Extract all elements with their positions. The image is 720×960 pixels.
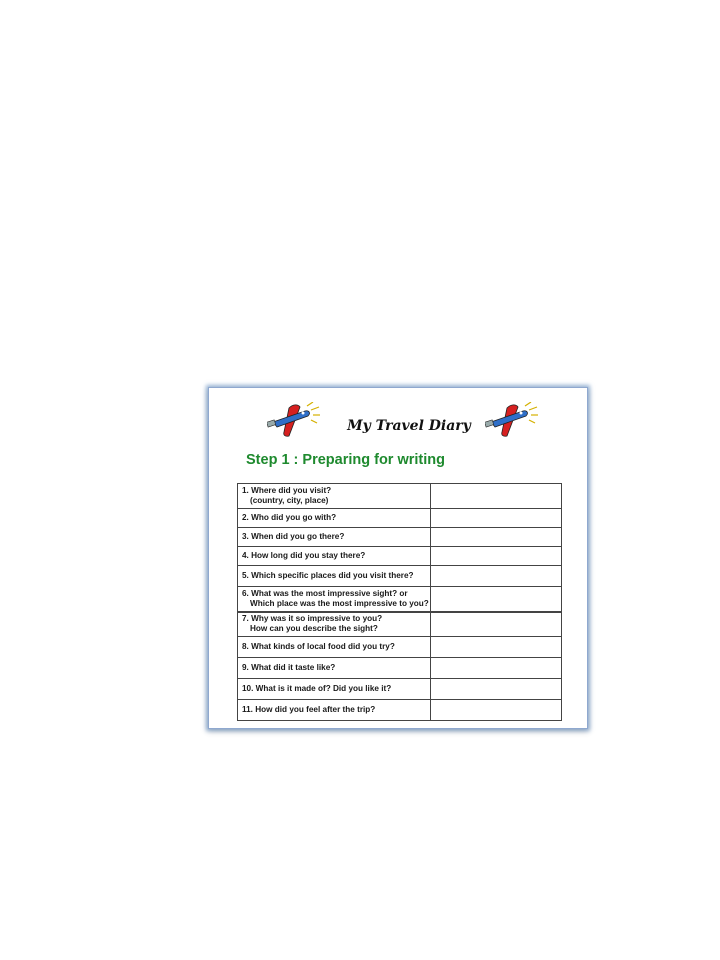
- table-row: [238, 547, 562, 566]
- diary-header: [209, 402, 587, 442]
- question-cell: 8. What kinds of local food did you try?: [238, 637, 431, 658]
- answer-cell[interactable]: [431, 658, 562, 679]
- question-cell: [238, 587, 431, 612]
- question-cell: 5. Which specific places did you visit there?: [238, 566, 431, 587]
- answer-cell[interactable]: [431, 528, 562, 547]
- travel-diary-sheet: [208, 387, 588, 729]
- question-cell: 2. Who did you go with?: [238, 509, 431, 528]
- airplane-icon: [485, 402, 545, 438]
- question-subtext: How can you describe the sight?: [250, 624, 378, 634]
- question-text: 7. Why was it so impressive to you?: [242, 614, 383, 624]
- answer-cell[interactable]: [431, 700, 562, 721]
- answer-cell[interactable]: [431, 679, 562, 700]
- questions-table: [237, 483, 562, 721]
- table-row: [238, 700, 562, 721]
- answer-cell[interactable]: [431, 509, 562, 528]
- question-cell: [238, 612, 431, 637]
- answer-cell[interactable]: [431, 612, 562, 637]
- answer-cell[interactable]: [431, 566, 562, 587]
- question-cell: [238, 484, 431, 509]
- airplane-icon: [267, 402, 327, 438]
- question-text: 1. Where did you visit?: [242, 486, 332, 495]
- table-row: [238, 484, 562, 509]
- answer-cell[interactable]: [431, 637, 562, 658]
- question-subtext: (country, city, place): [250, 496, 329, 505]
- question-text: 6. What was the most impressive sight? or: [242, 588, 408, 598]
- table-row: [238, 566, 562, 587]
- answer-cell[interactable]: [431, 587, 562, 612]
- step-title: Step 1 : Preparing for writing: [246, 452, 445, 468]
- question-cell: 9. What did it taste like?: [238, 658, 431, 679]
- table-row: [238, 637, 562, 658]
- answer-cell[interactable]: [431, 484, 562, 509]
- answer-cell[interactable]: [431, 547, 562, 566]
- diary-title: My Travel Diary: [347, 418, 471, 434]
- table-row: [238, 509, 562, 528]
- question-cell: 4. How long did you stay there?: [238, 547, 431, 566]
- question-subtext: Which place was the most impressive to you?: [250, 598, 429, 608]
- table-row: [238, 679, 562, 700]
- table-row: [238, 587, 562, 612]
- table-row: [238, 658, 562, 679]
- question-cell: 11. How did you feel after the trip?: [238, 700, 431, 721]
- table-row: [238, 528, 562, 547]
- question-cell: 3. When did you go there?: [238, 528, 431, 547]
- table-row: [238, 612, 562, 637]
- question-cell: 10. What is it made of? Did you like it?: [238, 679, 431, 700]
